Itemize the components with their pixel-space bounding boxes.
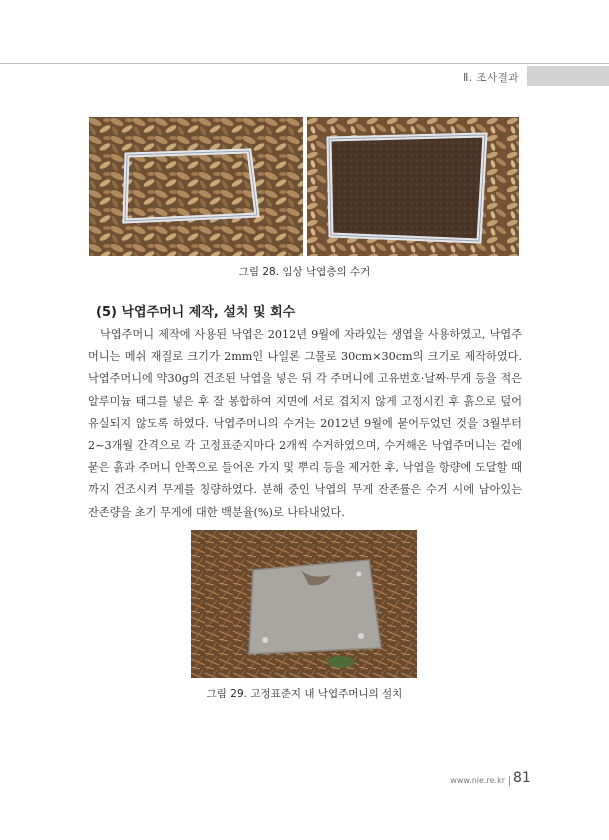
figure-28-caption: 그림 28. 임상 낙엽층의 수거 (238, 266, 371, 278)
header-rule (0, 63, 609, 64)
body-paragraph: 낙엽주머니 제작에 사용된 낙엽은 2012년 9월에 자라있는 생엽을 사용하였고, 낙엽주머니는 메쉬 재질로 크기가 2mm인 나일론 그물로 30cm×30cm의 크기로 제작하였다. 낙엽주머니에 약30g의 건조된 낙엽을 넣은 뒤 각 주머니에 고유번호·날짜·무게 등을 적은 알루미늄 태그를 넣은 후 잘 봉합하여 지면에 서로 겹치지 않게 고정시킨 후 흙으로 덮어 유실되지 않도록 하였다. 낙엽주머니의 수거는 2012년 9월에 묻어두었던 것을 3월부터 2~3개월 간격으로 각 고정표준지마다 2개씩 수거하였으며, 수거해온 낙엽주머니는 겉에 묻은 흙과 주머니 안쪽으로 들어온 가지 및 뿌리 등을 제거한 후, 낙엽을 항량에 도달할 때까지 건조시켜 무게를 칭량하였다. 분해 중인 낙엽의 무게 잔존률은 수거 시에 남아있는 잔존량을 초기 무게에 대한 백분율(%)로 나타내었다. (88, 328, 522, 519)
figure-29-caption: 그림 29. 고정표준지 내 낙엽주머니의 설치 (206, 688, 403, 700)
footer-url: www.nie.re.kr (450, 776, 505, 785)
litter-frame-photo-left (89, 117, 303, 256)
section-tab (527, 66, 609, 86)
footer-separator (509, 776, 510, 786)
body-text (88, 324, 522, 524)
page-number: 81 (513, 770, 531, 786)
litter-frame-photo-right (307, 117, 519, 256)
section-label: Ⅱ. 조사결과 (463, 72, 519, 84)
section-heading: (5) 낙엽주머니 제작, 설치 및 회수 (96, 305, 296, 320)
litter-bag-photo (191, 530, 417, 678)
